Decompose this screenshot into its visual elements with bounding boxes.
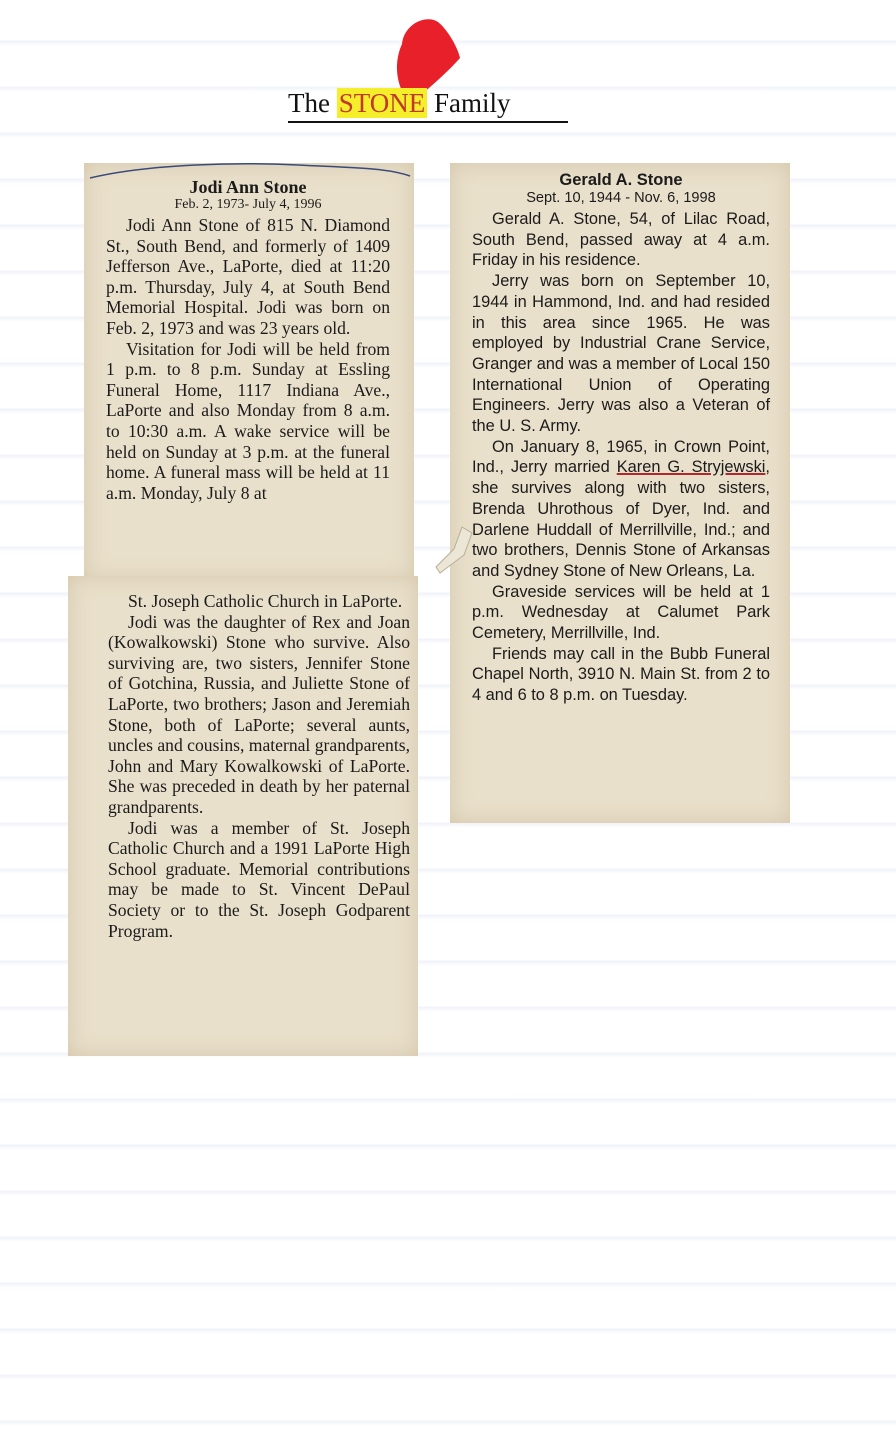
- paragraph-marriage: On January 8, 1965, in Crown Point, Ind., Jerry married Karen G. Stryjewski, she survives along with two sisters, Brenda Uhrothous of Dyer, Ind. and Darlene Huddall of Merrillville, Ind.; and two brothers, Dennis Stone of Arkansas and Sydney Stone of New Orleans, La.: [472, 437, 770, 580]
- obituary-name: Jodi Ann Stone: [189, 177, 307, 197]
- obituary-name: Gerald A. Stone: [559, 171, 683, 189]
- paragraph: St. Joseph Catholic Church in LaPorte.: [128, 591, 403, 611]
- paragraph: Friends may call in the Bubb Funeral Chapel North, 3910 N. Main St. from 2 to 4 and 6 to 8 p.m. on Tuesday.: [472, 644, 770, 705]
- paragraph: Jodi Ann Stone of 815 N. Diamond St., South Bend, and formerly of 1409 Jefferson Ave., LaPorte, died at 11:20 p.m. Thursday, July 4, at South Bend Memorial Hospital. Jodi was born on Feb. 2, 1973 and was 23 years old.: [106, 215, 390, 338]
- paragraph: Graveside services will be held at 1 p.m. Wednesday at Calumet Park Cemetery, Merrillville, Ind.: [472, 582, 770, 643]
- obituary-jodi-continued: [68, 576, 418, 1056]
- pencil-mark: [88, 162, 413, 182]
- obituary-jodi-top: [84, 163, 414, 581]
- underlined-name: Karen G. Stryjewski: [616, 458, 766, 477]
- obituary-gerald: [450, 163, 790, 823]
- page-title: [288, 88, 568, 123]
- title-highlight: STONE: [338, 88, 426, 118]
- paragraph: Jerry was born on September 10, 1944 in Hammond, Ind. and had resided in this area since 1965. He was employed by Industrial Crane Service, Granger and was a member of Local 150 International Union of Operating Engineers. Jerry was also a Veteran of the U. S. Army.: [472, 272, 770, 436]
- title-after: Family: [427, 88, 511, 118]
- paragraph: Jodi was a member of St. Joseph Catholic Church and a 1991 LaPorte High School graduate. Memorial contributions may be made to St. Vincent DePaul Society or to the St. Joseph Godparent Program.: [108, 817, 410, 941]
- paragraph: Visitation for Jodi will be held from 1 p.m. to 8 p.m. Sunday at Essling Funeral Home, 1117 Indiana Ave., LaPorte and also Monday from 8 a.m. to 10:30 a.m. A wake service will be held on Sunday at 3 p.m. at the funeral home. A funeral mass will be held at 11 a.m. Monday, July 8 at: [106, 338, 390, 503]
- paragraph: Jodi was the daughter of Rex and Joan (Kowalkowski) Stone who survive. Also surviving are, two sisters, Jennifer Stone of Gotchina, Russia, and Juliette Stone of LaPorte, two brothers; Jason and Jeremiah Stone, both of LaPorte; several aunts, uncles and cousins, maternal grandparents, John and Mary Kowalkowski of LaPorte. She was preceded in death by her paternal grandparents.: [108, 611, 410, 817]
- paragraph: Gerald A. Stone, 54, of Lilac Road, South Bend, passed away at 4 a.m. Friday in his residence.: [472, 210, 770, 270]
- obituary-dates: Sept. 10, 1944 - Nov. 6, 1998: [526, 190, 716, 206]
- obituary-dates: Feb. 2, 1973- July 4, 1996: [174, 197, 322, 212]
- title-before: The: [288, 88, 337, 118]
- torn-paper-fragment: [434, 525, 474, 575]
